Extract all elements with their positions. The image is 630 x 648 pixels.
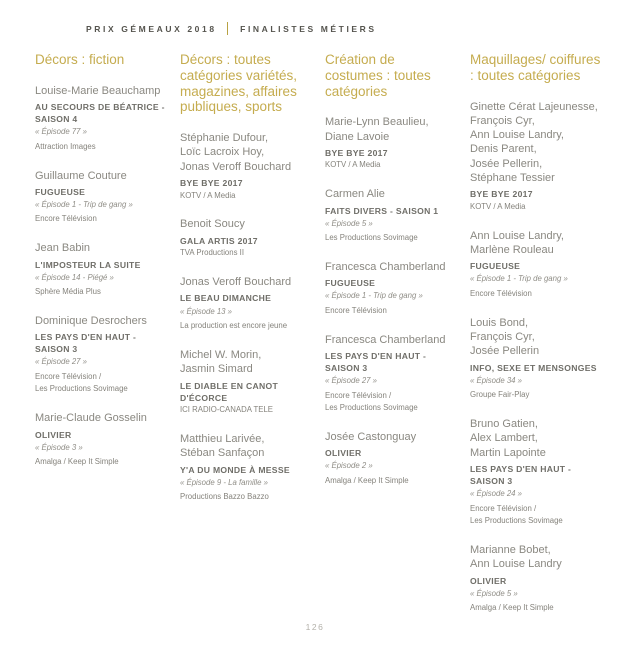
finalist-name: Martin Lapointe: [470, 446, 546, 459]
category-title: Décors : toutes catégories variétés, magazines, affaires publiques, sports: [180, 52, 298, 115]
producer-line: Les Productions Sovimage: [325, 403, 418, 413]
finalist-name: Josée Pellerin: [470, 345, 540, 358]
finalist-name: Josée Pellerin,: [470, 157, 543, 170]
show-title: INFO, SEXE ET MENSONGES: [470, 362, 597, 373]
episode-line: « Épisode 34 »: [470, 375, 523, 385]
producer-line: Encore Télévision: [35, 214, 97, 224]
finalist-entry: [35, 314, 166, 395]
finalist-name: Alex Lambert,: [470, 432, 538, 445]
producer-line: TVA Productions II: [180, 248, 244, 258]
producer-line: Encore Télévision: [325, 305, 387, 315]
episode-line: « Épisode 9 - La famille »: [180, 477, 268, 487]
show-title: AU SECOURS DE BÉATRICE - SAISON 4: [35, 102, 165, 125]
show-title: LE BEAU DIMANCHE: [180, 293, 272, 304]
producer-line: ICI RADIO-CANADA TELE: [180, 405, 274, 415]
finalist-entry: [325, 260, 456, 317]
finalist-entry: [180, 432, 311, 503]
finalist-name: Loïc Lacroix Hoy,: [180, 146, 265, 159]
episode-line: « Épisode 3 »: [35, 442, 83, 452]
producer-line: Sphère Média Plus: [35, 287, 101, 297]
producer-line: Les Productions Sovimage: [470, 516, 563, 526]
finalist-entry: [35, 84, 166, 153]
finalist-entry: [180, 275, 311, 332]
finalist-name: Marianne Bobet,: [470, 543, 551, 556]
finalist-name: Ann Louise Landry,: [470, 229, 564, 242]
producer-line: La production est encore jeune: [180, 321, 288, 331]
page-header: [86, 22, 377, 35]
finalist-name: Jean Babin: [35, 242, 91, 255]
episode-line: « Épisode 27 »: [325, 376, 378, 386]
show-title: LES PAYS D'EN HAUT - SAISON 3: [325, 351, 427, 374]
show-title: LES PAYS D'EN HAUT - SAISON 3: [470, 464, 572, 487]
finalist-entry: [470, 417, 601, 527]
producer-line: Groupe Fair-Play: [470, 390, 530, 400]
show-title: BYE BYE 2017: [325, 147, 388, 158]
finalist-entry: [470, 316, 601, 401]
show-title: LES PAYS D'EN HAUT - SAISON 3: [35, 332, 137, 355]
episode-line: « Épisode 27 »: [35, 357, 88, 367]
finalist-name: Marie-Lynn Beaulieu,: [325, 116, 429, 129]
finalist-name: Benoit Soucy: [180, 218, 245, 231]
finalist-entry: [35, 169, 166, 226]
show-title: LE DIABLE EN CANOT D'ÉCORCE: [180, 380, 279, 403]
finalist-name: Denis Parent,: [470, 143, 537, 156]
finalist-name: Stéban Sanfaçon: [180, 447, 265, 460]
show-title: BYE BYE 2017: [470, 189, 533, 200]
episode-line: « Épisode 5 »: [325, 218, 373, 228]
producer-line: KOTV / A Media: [470, 201, 526, 211]
category-column: [470, 52, 601, 630]
finalist-name: Jasmin Simard: [180, 363, 253, 376]
finalist-name: Matthieu Larivée,: [180, 433, 265, 445]
show-title: OLIVIER: [470, 575, 507, 586]
finalist-name: Ginette Cérat Lajeunesse,: [470, 100, 598, 113]
category-title: Décors : fiction: [35, 52, 125, 67]
show-title: FUGUEUSE: [470, 261, 521, 272]
finalist-name: Ann Louise Landry,: [470, 129, 564, 142]
producer-line: Amalga / Keep It Simple: [35, 457, 119, 467]
finalist-name: Guillaume Couture: [35, 169, 127, 182]
producer-line: Encore Télévision /: [35, 371, 102, 381]
finalist-name: François Cyr,: [470, 331, 535, 344]
finalist-name: Ann Louise Landry: [470, 558, 562, 571]
finalist-name: Carmen Alie: [325, 188, 385, 201]
finalists-columns: [35, 52, 601, 630]
finalist-entry: [325, 430, 456, 487]
finalist-name: Francesca Chamberland: [325, 333, 446, 346]
episode-line: « Épisode 13 »: [180, 306, 233, 316]
finalist-name: Diane Lavoie: [325, 130, 390, 143]
episode-line: « Épisode 5 »: [470, 588, 518, 598]
finalist-entry: [470, 543, 601, 614]
show-title: BYE BYE 2017: [180, 178, 243, 189]
show-title: Y'A DU MONDE À MESSE: [180, 464, 290, 475]
finalist-entry: [180, 348, 311, 416]
category-column: [325, 52, 456, 630]
producer-line: Attraction Images: [35, 141, 96, 151]
finalist-name: Bruno Gatien,: [470, 418, 538, 431]
page-footer: [0, 622, 630, 632]
finalist-name: Louise-Marie Beauchamp: [35, 84, 161, 97]
header-event-title: PRIX GÉMEAUX 2018: [86, 23, 217, 34]
producer-line: KOTV / A Media: [180, 190, 236, 200]
producer-line: Amalga / Keep It Simple: [470, 603, 554, 613]
producer-line: Amalga / Keep It Simple: [325, 475, 409, 485]
finalist-entry: [35, 411, 166, 468]
producer-line: Encore Télévision /: [325, 390, 392, 400]
episode-line: « Épisode 14 - Piégé »: [35, 272, 114, 282]
finalist-name: Marlène Rouleau: [470, 244, 554, 257]
producer-line: Encore Télévision /: [470, 503, 537, 513]
episode-line: « Épisode 77 »: [35, 127, 88, 137]
finalist-entry: [470, 100, 601, 213]
finalist-name: Dominique Desrochers: [35, 315, 147, 328]
producer-line: KOTV / A Media: [325, 160, 381, 170]
finalist-name: Josée Castonguay: [325, 431, 417, 444]
category-title: Création de costumes : toutes catégories: [325, 52, 431, 99]
producer-line: Productions Bazzo Bazzo: [180, 492, 269, 502]
show-title: FUGUEUSE: [35, 186, 86, 197]
episode-line: « Épisode 1 - Trip de gang »: [470, 274, 568, 284]
header-section-title: FINALISTES MÉTIERS: [240, 23, 377, 34]
show-title: GALA ARTIS 2017: [180, 235, 258, 246]
page-number: 126: [305, 622, 325, 632]
finalist-entry: [470, 229, 601, 300]
producer-line: Encore Télévision: [470, 288, 532, 298]
show-title: OLIVIER: [325, 448, 362, 459]
finalist-name: Jonas Veroff Bouchard: [180, 160, 292, 173]
finalist-name: Marie-Claude Gosselin: [35, 412, 147, 425]
finalist-name: Stéphane Tessier: [470, 172, 555, 185]
finalist-name: François Cyr,: [470, 114, 535, 127]
finalist-entry: [325, 187, 456, 244]
finalist-entry: [180, 131, 311, 201]
category-column: [180, 52, 311, 630]
header-separator-bar: [227, 22, 229, 35]
finalist-entry: [325, 333, 456, 414]
show-title: OLIVIER: [35, 429, 72, 440]
producer-line: Les Productions Sovimage: [325, 233, 418, 243]
episode-line: « Épisode 24 »: [470, 489, 523, 499]
finalist-entry: [325, 115, 456, 171]
show-title: L'IMPOSTEUR LA SUITE: [35, 259, 141, 270]
episode-line: « Épisode 2 »: [325, 461, 373, 471]
finalist-name: Michel W. Morin,: [180, 348, 262, 361]
episode-line: « Épisode 1 - Trip de gang »: [325, 291, 423, 301]
producer-line: Les Productions Sovimage: [35, 384, 128, 394]
category-title: Maquillages/ coiffures : toutes catégories: [470, 52, 601, 83]
finalist-name: Francesca Chamberland: [325, 261, 446, 274]
category-column: [35, 52, 166, 630]
finalist-name: Louis Bond,: [470, 316, 529, 329]
episode-line: « Épisode 1 - Trip de gang »: [35, 199, 133, 209]
finalist-entry: [35, 241, 166, 298]
finalist-entry: [180, 217, 311, 259]
show-title: FAITS DIVERS - SAISON 1: [325, 205, 439, 216]
finalist-name: Jonas Veroff Bouchard: [180, 276, 292, 289]
finalist-name: Stéphanie Dufour,: [180, 132, 269, 145]
show-title: FUGUEUSE: [325, 278, 376, 289]
